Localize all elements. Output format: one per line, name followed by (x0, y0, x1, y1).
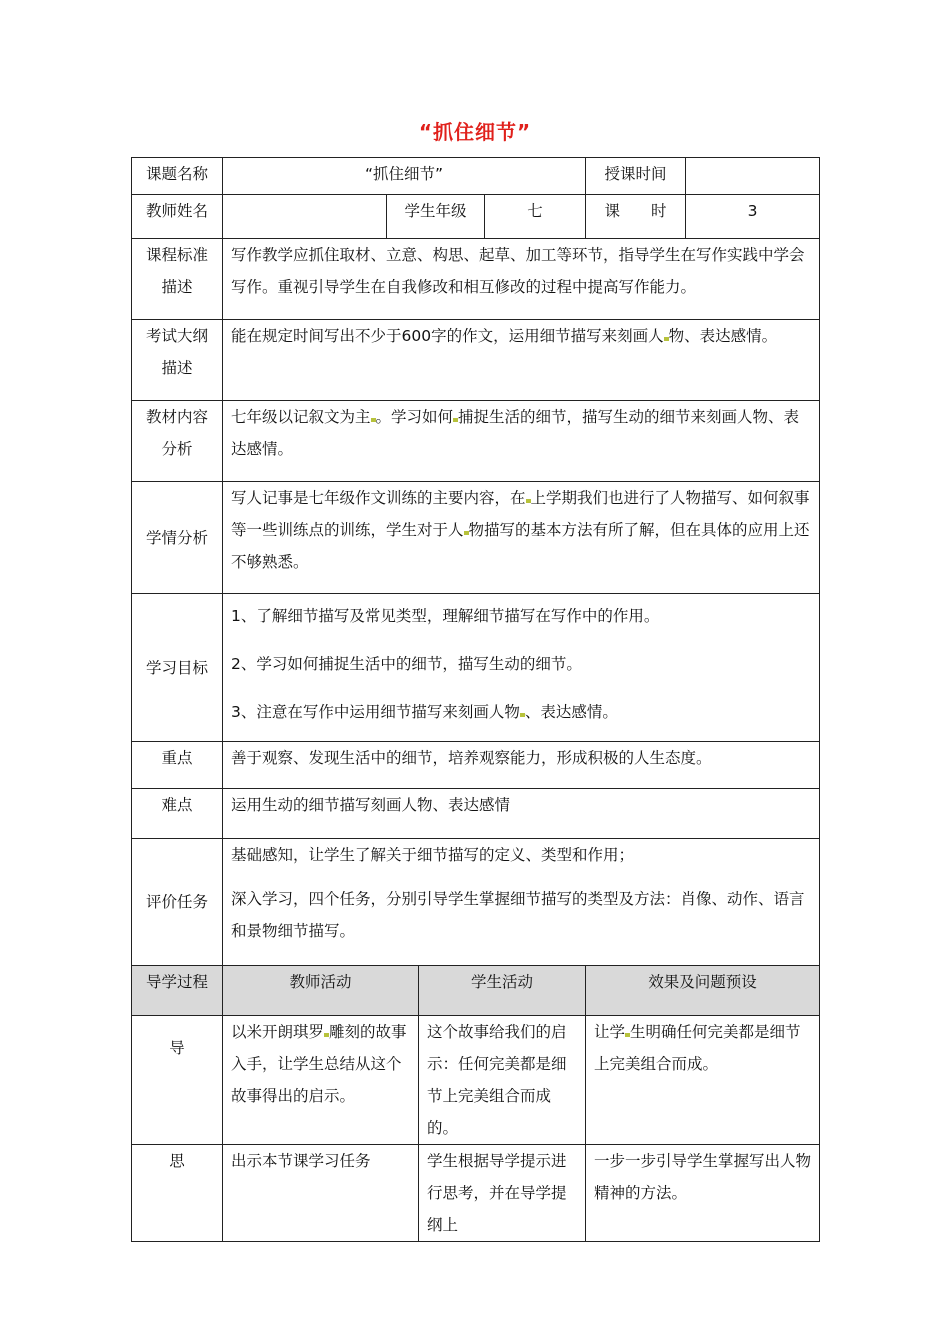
difficulty-row (132, 789, 820, 839)
material-label-line1: 教材内容 (145, 408, 208, 426)
situation-text-part1: 写人记事是七年级作文训练的主要内容，在 (231, 489, 526, 507)
process-row (132, 1016, 820, 1145)
standard-text: 写作教学应抓住取材、立意、构思、起草、加工等环节，指导学生在写作实践中学会写作。重视引导学生在自我修改和相互修改的过程中提高写作能力。 (223, 239, 820, 320)
material-label-line2: 分析 (161, 440, 193, 458)
process-header-teacher: 教师活动 (223, 966, 419, 1016)
goal-item: 2、学习如何捕捉生活中的细节，描写生动的细节。 (231, 655, 582, 673)
material-label (132, 401, 223, 482)
situation-label: 学情分析 (132, 482, 223, 594)
situation-row (132, 482, 820, 594)
standard-label-line1: 课程标准 (145, 246, 208, 264)
page-title: “抓住细节” (418, 120, 532, 144)
process-teacher-activity (223, 1016, 419, 1145)
process-stage: 思 (132, 1145, 223, 1242)
process-effect: 一步一步引导学生掌握写出人物精神的方法。 (586, 1145, 820, 1242)
evaluation-paragraph: 基础感知，让学生了解关于细节描写的定义、类型和作用； (231, 846, 635, 864)
process-effect-part1: 让学 (594, 1023, 626, 1041)
hours-value: 3 (686, 195, 820, 239)
exam-row (132, 320, 820, 401)
goals-label: 学习目标 (132, 594, 223, 742)
process-row (132, 1145, 820, 1242)
topic-label: 课题名称 (132, 158, 223, 195)
process-header-effect: 效果及问题预设 (586, 966, 820, 1016)
exam-text (223, 320, 820, 401)
lesson-plan-table (131, 157, 820, 1242)
goal-item: 1、了解细节描写及常见类型，理解细节描写在写作中的作用。 (231, 607, 660, 625)
process-teacher-activity: 出示本节课学习任务 (223, 1145, 419, 1242)
process-effect (586, 1016, 820, 1145)
key-row (132, 742, 820, 789)
material-row (132, 401, 820, 482)
grade-value: 七 (485, 195, 586, 239)
evaluation-text (223, 839, 820, 966)
time-value (686, 158, 820, 195)
situation-text-part2: 上学期我们也进行了人物描写、如何叙事等一些训练点的训练，学生对于人 (231, 489, 810, 539)
evaluation-paragraph: 深入学习，四个任务，分别引导学生掌握细节描写的类型及方法：肖像、动作、语言和景物细节描写。 (231, 890, 805, 940)
process-header-student: 学生活动 (419, 966, 586, 1016)
exam-text-part2: 物、表达感情。 (668, 327, 778, 345)
exam-text-part1: 能在规定时间写出不少于600字的作文，运用细节描写来刻画人 (231, 327, 664, 345)
process-teacher-activity-part1: 以米开朗琪罗 (231, 1023, 325, 1041)
evaluation-row (132, 839, 820, 966)
teacher-row (132, 195, 820, 239)
teacher-value (223, 195, 387, 239)
goal-item-3-text: 3、注意在写作中运用细节描写来刻画人物 (231, 703, 520, 721)
material-text-part2: 。学习如何 (375, 408, 454, 426)
key-label: 重点 (132, 742, 223, 789)
process-student-activity: 学生根据导学提示进行思考，并在导学提纲上 (419, 1145, 586, 1242)
topic-value: “抓住细节” (223, 158, 586, 195)
standard-label-line2: 描述 (161, 278, 193, 296)
difficulty-label: 难点 (132, 789, 223, 839)
evaluation-label: 评价任务 (132, 839, 223, 966)
grade-label: 学生年级 (387, 195, 485, 239)
exam-label-line1: 考试大纲 (145, 327, 208, 345)
process-student-activity: 这个故事给我们的启示：任何完美都是细节上完美组合而成的。 (419, 1016, 586, 1145)
goals-row (132, 594, 820, 742)
situation-text (223, 482, 820, 594)
exam-label (132, 320, 223, 401)
key-text: 善于观察、发现生活中的细节，培养观察能力，形成积极的人生态度。 (223, 742, 820, 789)
difficulty-text: 运用生动的细节描写刻画人物、表达感情 (223, 789, 820, 839)
exam-label-line2: 描述 (161, 359, 193, 377)
situation-text-part3: 物描写的基本方法有所了解，但在具体的应用上还不够熟悉。 (231, 521, 810, 571)
material-text-part1: 七年级以记叙文为主 (231, 408, 371, 426)
process-header-stage: 导学过程 (132, 966, 223, 1016)
standard-label (132, 239, 223, 320)
process-header-row (132, 966, 820, 1016)
teacher-label: 教师姓名 (132, 195, 223, 239)
process-stage: 导 (132, 1016, 223, 1145)
time-label: 授课时间 (586, 158, 686, 195)
goals-list (223, 594, 820, 742)
topic-row (132, 158, 820, 195)
goal-item-3-tail: 、表达感情。 (524, 703, 618, 721)
process-effect-part2: 生明确任何完美都是细节上完美组合而成。 (594, 1023, 801, 1073)
goal-item (231, 696, 811, 728)
hours-label: 课 时 (586, 195, 686, 239)
process-teacher-activity-part2: 雕刻的故事入手，让学生总结从这个故事得出的启示。 (231, 1023, 407, 1105)
material-text-part3: 捕捉生活的细节，描写生动的细节来刻画人物、表达感情。 (231, 408, 800, 458)
material-text (223, 401, 820, 482)
standard-row (132, 239, 820, 320)
